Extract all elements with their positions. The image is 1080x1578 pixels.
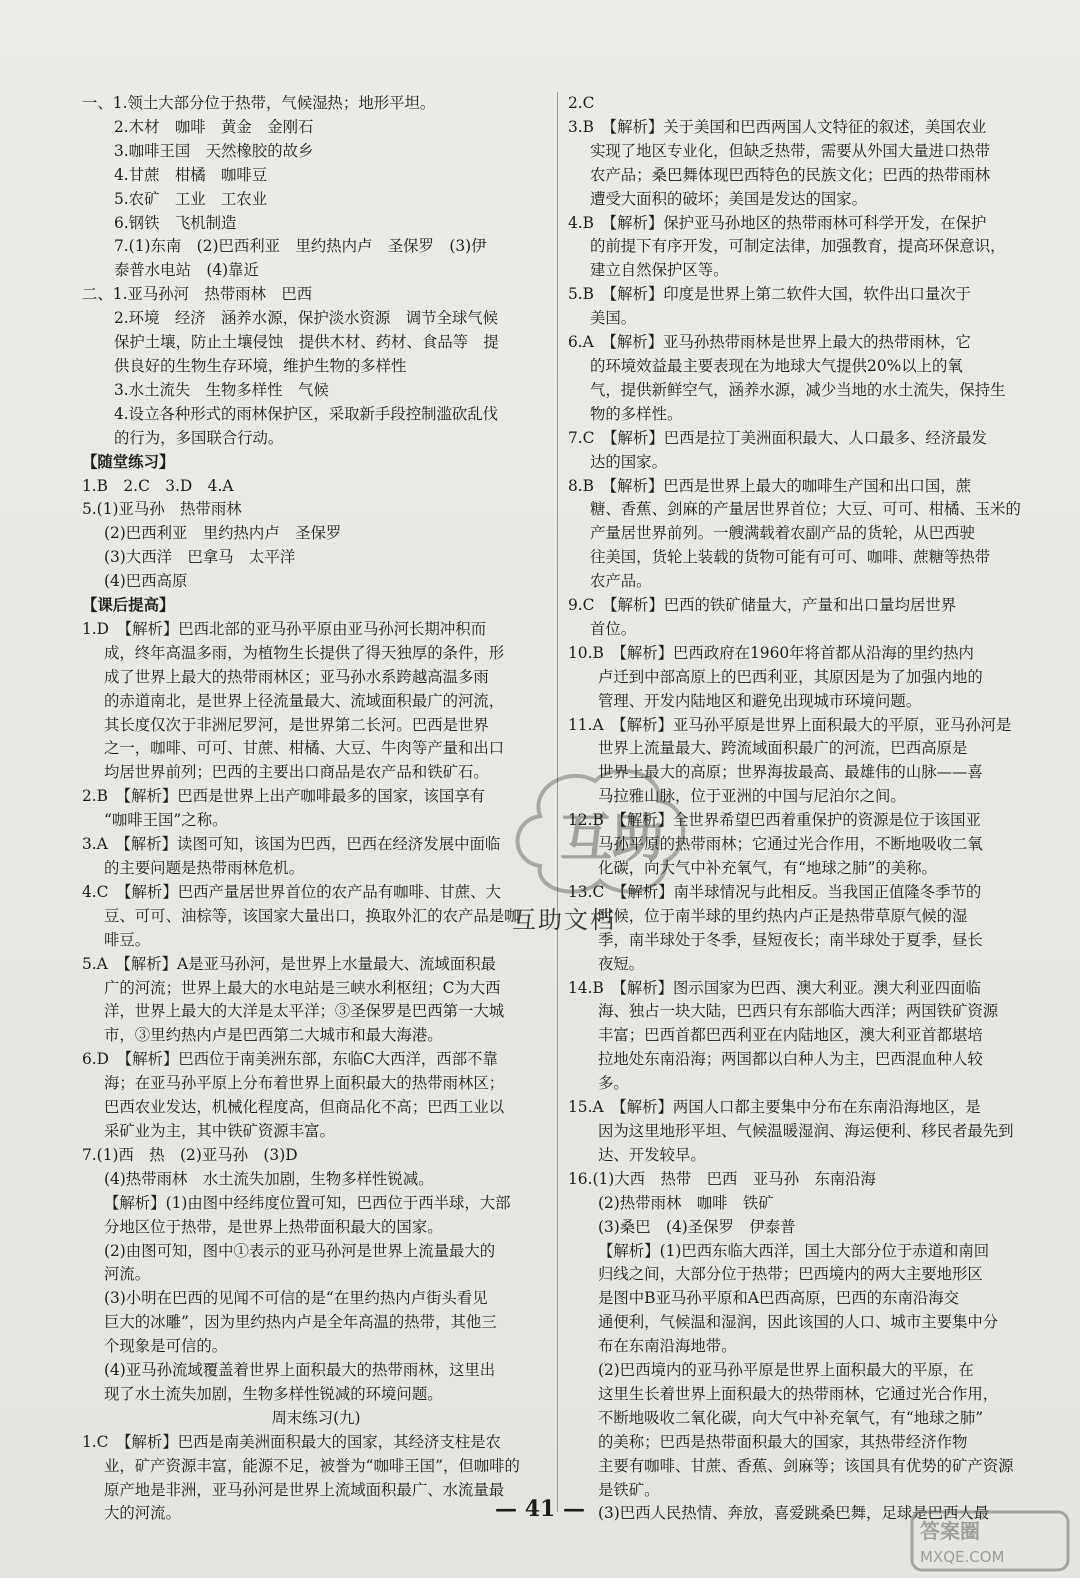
right-text-line: 通便利，气候温和湿润，因此该国的人口、城市主要集中分 — [598, 1313, 999, 1332]
right-text-line: 的环境效益最主要表现在为地球大气提供20%以上的氧 — [590, 356, 963, 375]
right-text-line: 因为这里地形平坦、气候温暖湿润、海运便利、移民者最先到 — [598, 1121, 1014, 1140]
right-text-line: 马拉雅山脉，位于亚洲的中国与尼泊尔之间。 — [598, 787, 906, 806]
left-text-line: 巨大的冰雕”，因为里约热内卢是全年高温的热带，其他三 — [104, 1313, 497, 1332]
left-text-line: 6.钢铁 飞机制造 — [114, 213, 237, 232]
left-text-line: 周末练习(九) — [271, 1408, 361, 1427]
right-text-line: 气，提供新鲜空气，涵养水源，减少当地的水土流失，保持生 — [590, 380, 1006, 399]
right-text-line: 拉地处东南沿海；两国都以白种人为主，巴西混血种人较 — [598, 1050, 983, 1069]
left-text-line: (2)巴西利亚 里约热内卢 圣保罗 — [104, 524, 342, 543]
left-text-line: 二、1.亚马孙河 热带雨林 巴西 — [82, 285, 313, 304]
left-text-line: 4.甘蔗 柑橘 咖啡豆 — [114, 165, 268, 184]
right-text-line: 14.B 【解析】图示国家为巴西、澳大利亚。澳大利亚四面临 — [568, 978, 981, 997]
left-text-line: 豆、可可、油棕等，该国家大量出口，换取外汇的农产品是咖 — [104, 906, 520, 925]
right-text-line: 7.C 【解析】巴西是拉丁美洲面积最大、人口最多、经济最发 — [568, 428, 987, 447]
right-text-line: 糖、香蕉、剑麻的产量居世界首位；大豆、可可、柑橘、玉米的 — [590, 500, 1021, 519]
left-text-line: (2)由图可知，图中①表示的亚马孙河是世界上流量最大的 — [104, 1241, 496, 1260]
left-text-line: 其长度仅次于非洲尼罗河，是世界第二长河。巴西是世界 — [104, 715, 489, 734]
page-number: — 41 — — [495, 1496, 585, 1522]
left-text-line: 1.B 2.C 3.D 4.A — [82, 476, 234, 495]
right-text-line: 11.A 【解析】亚马孙平原是世界上面积最大的平原，亚马孙河是 — [568, 715, 1012, 734]
right-text-line: 不断地吸收二氧化碳，向大气中补充氧气，有“地球之肺” — [598, 1408, 984, 1427]
right-text-line: 10.B 【解析】巴西政府在1960年将首都从沿海的里约热内 — [568, 643, 974, 662]
watermark-text: 互助文档 — [512, 906, 616, 934]
right-text-line: 建立自然保护区等。 — [590, 261, 729, 280]
right-text-line: 【解析】(1)巴西东临大西洋，国土大部分位于赤道和南回 — [598, 1241, 990, 1260]
right-text-line: 主要有咖啡、甘蔗、香蕉、剑麻等；该国具有优势的矿产资源 — [598, 1456, 1014, 1475]
left-text-line: 2.木材 咖啡 黄金 金刚石 — [114, 117, 314, 136]
right-text-line: 多。 — [598, 1074, 629, 1093]
right-text-line: (3)巴西人民热情、奔放，喜爱跳桑巴舞，足球是巴西人最 — [598, 1504, 990, 1523]
right-text-line: 13.C 【解析】南半球情况与此相反。当我国正值隆冬季节的 — [568, 882, 982, 901]
right-text-line: 归线之间，大部分位于热带；巴西境内的两大主要地形区 — [598, 1265, 983, 1284]
left-text-line: 大的河流。 — [104, 1504, 181, 1523]
left-text-line: 市，③里约热内卢是巴西第二大城市和最大海港。 — [104, 1026, 443, 1045]
left-text-line: 2.B 【解析】巴西是世界上出产咖啡最多的国家，该国享有 — [82, 787, 486, 806]
right-text-line: 2.C — [568, 94, 595, 112]
right-text-line: 卢迁到中部高原上的巴西利亚，其原因是为了加强内地的 — [598, 667, 983, 686]
right-text-line: (2)巴西境内的亚马孙平原是世界上面积最大的平原，在 — [598, 1361, 974, 1380]
left-text-line: 现了水土流失加剧，生物多样性锐减的环境问题。 — [104, 1384, 443, 1403]
left-text-line: 业，矿产资源丰富，能源不足，被誉为“咖啡王国”，但咖啡的 — [104, 1456, 520, 1475]
left-text-line: 原产地是非洲，亚马孙河是世界上流域面积最广、水流量最 — [104, 1480, 505, 1499]
left-text-line: 巴西农业发达，机械化程度高，但商品化不高；巴西工业以 — [104, 1098, 505, 1117]
right-text-line: 海、独占一块大陆，巴西只有东部临大西洋；两国铁矿资源 — [598, 1002, 999, 1021]
watermark-stamp-icon — [500, 756, 700, 906]
left-text-line: 海；在亚马孙平原上分布着世界上面积最大的热带雨林区； — [104, 1074, 505, 1093]
left-text-line: 【解析】(1)由图中经纬度位置可知，巴西位于西半球，大部 — [104, 1193, 511, 1212]
left-text-line: 3.水土流失 生物多样性 气候 — [114, 380, 329, 399]
left-text-line: 分地区位于热带，是世界上热带面积最大的国家。 — [104, 1217, 443, 1236]
right-text-line: 3.B 【解析】关于美国和巴西两国人文特征的叙述，美国农业 — [568, 117, 987, 136]
left-text-line: 啡豆。 — [104, 930, 151, 949]
left-text-line: (4)亚马孙流域覆盖着世界上面积最大的热带雨林，这里出 — [104, 1361, 496, 1380]
svg-text:MXQE.COM: MXQE.COM — [920, 1548, 1005, 1566]
right-text-line: 农产品。 — [590, 572, 652, 591]
left-text-line: 广的河流；世界上最大的水电站是三峡水利枢纽；C为大西 — [104, 978, 501, 997]
right-text-line: 世界上最大的高原；世界海拔最高、最雄伟的山脉——喜 — [598, 763, 983, 782]
right-text-line: 首位。 — [590, 619, 637, 638]
svg-text:答案圈: 答案圈 — [920, 1519, 980, 1543]
right-text-line: (3)桑巴 (4)圣保罗 伊泰普 — [598, 1217, 796, 1236]
left-text-line: 一、1.领土大部分位于热带，气候湿热；地形平坦。 — [82, 94, 436, 112]
left-text-line: 洋，世界上最大的大洋是太平洋；③圣保罗是巴西第一大城 — [104, 1002, 505, 1021]
right-text-line: 丰富；巴西首都巴西利亚在内陆地区，澳大利亚首都堪培 — [598, 1026, 983, 1045]
left-text-line: (4)热带雨林 水土流失加剧，生物多样性锐减。 — [104, 1169, 434, 1188]
left-text-line: 2.环境 经济 涵养水源，保护淡水资源 调节全球气候 — [114, 309, 499, 328]
left-text-line: 均居世界前列；巴西的主要出口商品是农产品和铁矿石。 — [104, 763, 489, 782]
left-text-line: 【随堂练习】 — [82, 452, 175, 471]
left-text-line: 7.(1)东南 (2)巴西利亚 里约热内卢 圣保罗 (3)伊 — [114, 237, 487, 256]
right-text-line: 往美国，货轮上装载的货物可能有可可、咖啡、蔗糖等热带 — [590, 548, 991, 567]
right-text-line: 这里生长着世界上面积最大的热带雨林，它通过光合作用， — [598, 1384, 999, 1403]
left-text-line: 6.D 【解析】巴西位于南美洲东部，东临C大西洋，西部不靠 — [82, 1050, 498, 1069]
left-text-line: 1.C 【解析】巴西是南美洲面积最大的国家，其经济支柱是农 — [82, 1432, 501, 1451]
right-text-line: 实现了地区专业化，但缺乏热带，需要从外国大量进口热带 — [590, 141, 991, 160]
left-text-line: 个现象是可信的。 — [104, 1337, 228, 1356]
right-text-line: 6.A 【解析】亚马孙热带雨林是世界上最大的热带雨林，它 — [568, 333, 971, 352]
right-text-line: 4.B 【解析】保护亚马孙地区的热带雨林可科学开发，在保护 — [568, 213, 987, 232]
right-text-line: 的前提下有序开发，可制定法律，加强教育，提高环保意识， — [590, 237, 1006, 256]
right-text-line: 物的多样性。 — [590, 404, 683, 423]
left-text-line: 7.(1)西 热 (2)亚马孙 (3)D — [82, 1145, 298, 1164]
left-text-line: 5.农矿 工业 工农业 — [114, 189, 268, 208]
right-text-line: (2)热带雨林 咖啡 铁矿 — [598, 1193, 774, 1212]
stamp-text: 互助 — [560, 809, 665, 869]
site-logo-icon — [910, 1510, 1070, 1572]
left-text-line: 之一，咖啡、可可、甘蔗、柑橘、大豆、牛肉等产量和出口 — [104, 739, 505, 758]
left-text-line: 的行为，多国联合行动。 — [114, 428, 284, 447]
left-text-line: (4)巴西高原 — [104, 572, 188, 591]
right-text-line: 5.B 【解析】印度是世界上第二软件大国，软件出口量次于 — [568, 285, 972, 304]
left-text-line: 采矿业为主，其中铁矿资源丰富。 — [104, 1121, 335, 1140]
left-text-line: 保护土壤，防止土壤侵蚀 提供木材、药材、食品等 提 — [114, 333, 499, 352]
right-text-line: 管理、开发内陆地区和避免出现城市环境问题。 — [598, 691, 922, 710]
left-text-line: 1.D 【解析】巴西北部的亚马孙平原由亚马孙河长期冲积而 — [82, 619, 487, 638]
left-text-line: 【课后提高】 — [82, 596, 175, 615]
left-text-line: 泰普水电站 (4)靠近 — [114, 261, 259, 280]
left-text-line: 4.C 【解析】巴西产量居世界首位的农产品有咖啡、甘蔗、大 — [82, 882, 501, 901]
left-text-line: (3)小明在巴西的见闻不可信的是“在里约热内卢街头看见 — [104, 1289, 488, 1308]
left-column — [82, 92, 550, 1526]
right-text-line: 马孙平原的热带雨林；它通过光合作用，不断地吸收二氧 — [598, 835, 983, 854]
right-text-line: 季，南半球处于冬季，昼短夜长；南半球处于夏季，昼长 — [598, 930, 983, 949]
right-text-line: 是铁矿。 — [598, 1480, 660, 1499]
left-text-line: 的主要问题是热带雨林危机。 — [104, 859, 305, 877]
left-text-line: “咖啡王国”之称。 — [104, 811, 228, 830]
right-text-line: 产量居世界前列。一艘满载着农副产品的货轮，从巴西驶 — [590, 524, 975, 543]
left-text-line: 3.A 【解析】读图可知，该国为巴西，巴西在经济发展中面临 — [82, 835, 501, 854]
right-text-line: 的美称；巴西是热带面积最大的国家，其热带经济作物 — [598, 1432, 968, 1451]
left-text-line: 5.A 【解析】A是亚马孙河，是世界上水量最大、流域面积最 — [82, 954, 496, 973]
left-text-line: 5.(1)亚马孙 热带雨林 — [82, 500, 242, 519]
left-text-line: 河流。 — [104, 1265, 151, 1284]
right-text-line: 8.B 【解析】巴西是世界上最大的咖啡生产国和出口国，蔗 — [568, 476, 972, 495]
left-text-line: 供良好的生物生存环境，维护生物的多样性 — [114, 356, 407, 375]
left-text-line: 4.设立各种形式的雨林保护区，采取新手段控制滥砍乱伐 — [114, 404, 499, 423]
right-text-line: 9.C 【解析】巴西的铁矿储量大，产量和出口量均居世界 — [568, 596, 957, 615]
right-text-line: 16.(1)大西 热带 巴西 亚马孙 东南沿海 — [568, 1169, 876, 1188]
right-text-line: 美国。 — [590, 309, 637, 328]
right-text-line: 是图中B亚马孙平原和A巴西高原，巴西的东南沿海交 — [598, 1289, 960, 1308]
right-text-line: 布在东南沿海地带。 — [598, 1337, 737, 1356]
right-text-line: 15.A 【解析】两国人口都主要集中分布在东南沿海地区，是 — [568, 1098, 981, 1117]
right-text-line: 世界上流量最大、跨流域面积最广的河流，巴西高原是 — [598, 739, 968, 758]
left-text-line: (3)大西洋 巴拿马 太平洋 — [104, 548, 296, 567]
right-text-line: 时候，位于南半球的里约热内卢正是热带草原气候的湿 — [598, 906, 968, 925]
left-text-line: 成了世界上最大的热带雨林区；亚马孙水系跨越高温多雨 — [104, 667, 489, 686]
right-text-line: 达、开发较早。 — [598, 1145, 706, 1164]
right-text-line: 农产品；桑巴舞体现巴西特色的民族文化；巴西的热带雨林 — [590, 165, 991, 184]
left-text-line: 的赤道南北，是世界上径流量最大、流域面积最广的河流， — [104, 691, 505, 710]
right-text-line: 遭受大面积的破坏；美国是发达的国家。 — [590, 189, 868, 208]
right-text-line: 达的国家。 — [590, 452, 667, 471]
right-text-line: 化碳，向大气中补充氧气，有“地球之肺”的美称。 — [598, 859, 937, 877]
left-text-line: 成，终年高温多雨，为植物生长提供了得天独厚的条件，形 — [104, 643, 505, 662]
left-text-line: 3.咖啡王国 天然橡胶的故乡 — [114, 141, 314, 160]
right-text-line: 夜短。 — [598, 954, 645, 973]
right-text-line: 12.B 【解析】全世界希望巴西着重保护的资源是位于该国亚 — [568, 811, 981, 830]
